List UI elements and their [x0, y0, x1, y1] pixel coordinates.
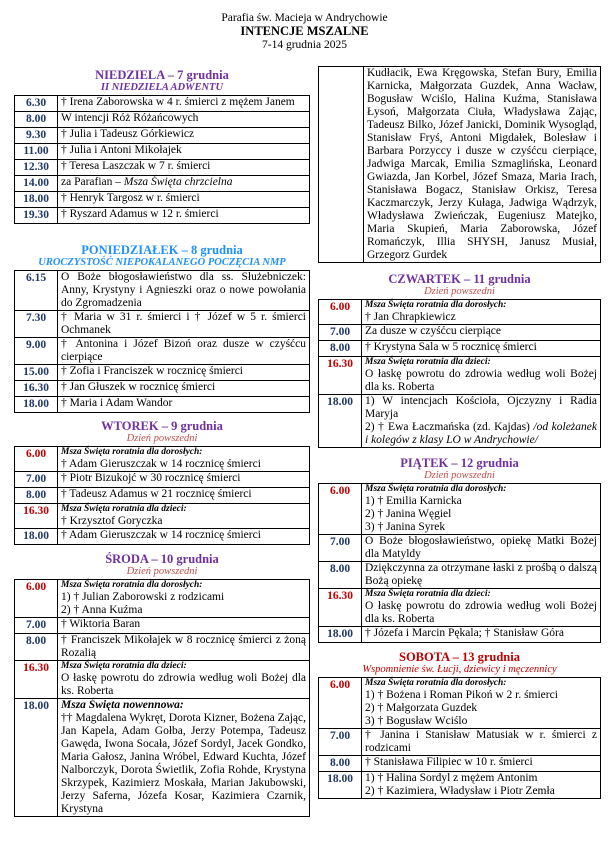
mass-intention: † Janina i Stanisław Matusiak w r. śmierci z rodzicami	[362, 729, 601, 756]
mass-intention: W intencji Róż Różańcowych	[58, 112, 310, 128]
table-row	[15, 580, 310, 618]
intention-text: 3) † Bogusław Wciślo	[365, 715, 468, 727]
mass-time: 7.00	[319, 729, 362, 756]
right-column	[318, 66, 601, 799]
mass-intention	[58, 661, 310, 699]
intention-text: za Parafian –	[61, 176, 124, 188]
date-range: 7-14 grudnia 2025	[262, 39, 347, 51]
mass-time: 8.00	[15, 634, 58, 661]
table-row	[319, 341, 601, 357]
table-row	[319, 325, 601, 341]
table-row	[15, 504, 310, 529]
mass-intention: † Stanisława Filipiec w 10 r. śmierci	[362, 756, 601, 772]
mass-intention	[58, 176, 310, 192]
table-row	[15, 397, 310, 413]
mass-type-label: Msza Święta roratnia dla dorosłych:	[61, 580, 203, 590]
table-row	[319, 357, 601, 395]
intention-text: 3) † Janina Syrek	[365, 521, 446, 533]
table-row	[319, 484, 601, 535]
mass-time: 11.00	[15, 144, 58, 160]
mass-type-label: Msza Święta roratnia dla dzieci:	[365, 357, 491, 367]
table-row	[15, 271, 310, 311]
mass-intention: † Julia i Antoni Mikołajek	[58, 144, 310, 160]
intention-text: 2) † Ewa Łaczmańska (zd. Kajdas)	[365, 421, 534, 433]
day-subtitle-poniedzialek: UROCZYSTOŚĆ NIEPOKALANEGO POCZĘCIA NMP	[38, 257, 286, 268]
mass-intention: † Teresa Laszczak w 7 r. śmierci	[58, 160, 310, 176]
day-title-niedziela: NIEDZIELA – 7 grudnia	[95, 68, 229, 82]
mass-intention	[58, 504, 310, 529]
mass-intention	[362, 300, 601, 325]
mass-intention: † Henryk Targosz w r. śmierci	[58, 192, 310, 208]
schedule-table-poniedzialek	[14, 270, 310, 413]
mass-intention: O Boże błogosławieństwo dla ss. Służebniczek: Anny, Krystyny i Agnieszki oraz o nowe powołania do Zgromadzenia	[58, 271, 310, 311]
day-title-czwartek: CZWARTEK – 11 grudnia	[388, 272, 531, 286]
intention-note: /od koleżanek i kolegów z klasy LO w Andrychowie/	[365, 421, 597, 446]
mass-time: 9.30	[15, 128, 58, 144]
mass-time: 6.00	[319, 300, 362, 325]
mass-intention	[362, 484, 601, 535]
mass-time: 8.00	[319, 756, 362, 772]
intention-text: 2) † Małgorzata Guzdek	[365, 702, 478, 714]
mass-time: 7.00	[15, 618, 58, 634]
left-column	[14, 68, 310, 817]
day-subtitle-wtorek: Dzień powszedni	[126, 433, 198, 444]
intention-text: † Adam Gieruszczak w 14 rocznicę śmierci	[61, 458, 261, 470]
mass-intention	[362, 395, 601, 448]
table-row	[15, 112, 310, 128]
table-row	[15, 338, 310, 365]
table-row	[15, 96, 310, 112]
mass-time	[319, 67, 364, 263]
table-row	[319, 756, 601, 772]
mass-intention: † Julia i Tadeusz Górkiewicz	[58, 128, 310, 144]
table-row	[15, 128, 310, 144]
mass-type-label: Msza Święta roratnia dla dorosłych:	[365, 484, 507, 494]
mass-type-label: Msza Święta roratnia dla dorosłych:	[61, 447, 203, 457]
intention-note: Msza Święta chrzcielna	[123, 176, 233, 188]
table-row	[319, 395, 601, 448]
table-row	[15, 176, 310, 192]
intention-text: 2) † Janina Węgiel	[365, 508, 452, 520]
table-row	[15, 144, 310, 160]
intention-text: 1) † Bożena i Roman Pikoń w 2 r. śmierci	[365, 689, 558, 701]
intention-text: 2) † Anna Kuźma	[61, 604, 143, 616]
mass-time: 6.00	[15, 447, 58, 472]
mass-intention	[362, 772, 601, 799]
mass-time: 8.00	[15, 112, 58, 128]
table-row	[15, 365, 310, 381]
intention-text: 2) † Kazimiera, Władysław i Piotr Zemła	[365, 785, 555, 797]
mass-intention: † Franciszek Mikołajek w 8 rocznicę śmierci z żoną Rozalią	[58, 634, 310, 661]
mass-time: 19.30	[15, 208, 58, 224]
day-subtitle-piatek: Dzień powszedni	[424, 470, 495, 481]
table-row	[15, 618, 310, 634]
mass-time: 6.15	[15, 271, 58, 311]
mass-intention	[58, 699, 310, 817]
table-row	[15, 488, 310, 504]
table-row	[15, 160, 310, 176]
table-row	[15, 699, 310, 817]
mass-time: 16.30	[319, 357, 362, 395]
mass-time: 16.30	[15, 504, 58, 529]
mass-time: 6.00	[319, 678, 362, 729]
mass-time: 15.00	[15, 365, 58, 381]
mass-time: 8.00	[15, 488, 58, 504]
mass-intention	[362, 678, 601, 729]
schedule-table-wtorek	[14, 446, 310, 545]
mass-time: 18.00	[319, 627, 362, 643]
nowenna-continuation-table	[318, 66, 601, 263]
table-row	[15, 447, 310, 472]
mass-type-label: Msza Święta nowennowa:	[61, 699, 184, 711]
intention-text: O łaskę powrotu do zdrowia według woli Bożej dla ks. Roberta	[365, 368, 597, 393]
table-row	[319, 535, 601, 562]
mass-time: 6.00	[15, 580, 58, 618]
schedule-table-sroda	[14, 579, 310, 817]
table-row	[319, 772, 601, 799]
mass-type-label: Msza Święta roratnia dla dzieci:	[61, 661, 187, 671]
mass-time: 6.30	[15, 96, 58, 112]
mass-time: 7.00	[15, 472, 58, 488]
mass-time: 8.00	[319, 562, 362, 589]
table-row	[319, 300, 601, 325]
table-row	[15, 529, 310, 545]
mass-time: 16.30	[15, 661, 58, 699]
mass-time: 14.00	[15, 176, 58, 192]
day-subtitle-sroda: Dzień powszedni	[126, 566, 198, 577]
table-row	[15, 634, 310, 661]
mass-time: 18.00	[15, 397, 58, 413]
mass-intention: Dziękczynna za otrzymane łaski z prośbą o dalszą Bożą opiekę	[362, 562, 601, 589]
day-title-sobota: SOBOTA – 13 grudnia	[399, 650, 520, 664]
mass-time: 9.00	[15, 338, 58, 365]
mass-intention: † Ryszard Adamus w 12 r. śmierci	[58, 208, 310, 224]
day-subtitle-niedziela: II NIEDZIELA ADWENTU	[100, 82, 224, 93]
table-row	[319, 627, 601, 643]
mass-time: 18.00	[319, 772, 362, 799]
mass-time: 18.00	[319, 395, 362, 448]
mass-intention: Kudłacik, Ewa Kręgowska, Stefan Bury, Emilia Karnicka, Małgorzata Guzdek, Anna Wacław, Bogusław Wciślo, Halina Kuźma, Stanisława Łysoń, Małgorzata Ciuła, Władysława Zając, Tadeusz Bilko, Józef Janicki, Dominik Wysogląd, Stanisław Fryś, Antoni Migdałek, Bolesław i Barbara Porzyccy i dusze w czyśćcu cierpiące, Jadwiga Marcak, Emilia Szmaglińska, Leonard Gwiazda, Jan Korbel, Józef Smaza, Maria Irach, Stanisława Bogacz, Stanisław Orkisz, Teresa Kaczmarczyk, Jerzy Kułaga, Jadwiga Wądrzyk, Władysława Zwieńczak, Eugeniusz Matejko, Maria Skupień, Maria Zaborowska, Józef Romańczyk, Illia SHYSH, Janusz Musiał, Grzegorz Gurdek	[364, 67, 601, 263]
mass-time: 16.30	[319, 589, 362, 627]
intention-text: † Jan Chrapkiewicz	[365, 311, 456, 323]
mass-time: 16.30	[15, 381, 58, 397]
intention-text: †† Magdalena Wykręt, Dorota Kizner, Bożena Zając, Jan Kapela, Adam Gołba, Jerzy Potempa, Tadeusz Gawęda, Iwona Socała, Józef Sordyl, Jacek Gondko, Maria Gałosz, Janina Wróbel, Edward Kuchta, Józef Nalborczyk, Dorota Świetlik, Zofia Rohde, Krystyna Skrzypek, Kazimierz Moskała, Marian Jakubowski, Jerzy Saferna, Józefa Kosar, Kazimiera Czarnik, Krystyna	[61, 712, 306, 815]
mass-intention: † Adam Gieruszczak w 14 rocznicę śmierci	[58, 529, 310, 545]
mass-intention	[362, 589, 601, 627]
mass-time: 18.00	[15, 192, 58, 208]
mass-intention: † Wiktoria Baran	[58, 618, 310, 634]
table-row	[15, 192, 310, 208]
mass-intention	[58, 580, 310, 618]
intention-text: O łaskę powrotu do zdrowia według woli Bożej dla ks. Roberta	[61, 672, 306, 697]
intention-text: 1) † Julian Zaborowski z rodzicami	[61, 591, 225, 603]
schedule-table-piatek	[318, 483, 601, 643]
table-row	[15, 472, 310, 488]
day-subtitle-sobota: Wspomnienie św. Łucji, dziewicy i męczennicy	[362, 664, 557, 675]
intention-text: 1) W intencjach Kościoła, Ojczyzny i Radia Maryja	[365, 395, 597, 420]
document-title: INTENCJE MSZALNE	[240, 24, 369, 38]
day-title-poniedzialek: PONIEDZIAŁEK – 8 grudnia	[81, 243, 243, 257]
schedule-table-sobota	[318, 677, 601, 799]
table-row	[319, 589, 601, 627]
table-row	[15, 661, 310, 699]
table-row	[15, 381, 310, 397]
table-row	[15, 208, 310, 224]
mass-time: 12.30	[15, 160, 58, 176]
mass-intention: † Piotr Bizukojć w 30 rocznicę śmierci	[58, 472, 310, 488]
intention-text: O łaskę powrotu do zdrowia według woli Bożej dla ks. Roberta	[365, 600, 597, 625]
mass-intention: † Jan Głuszek w rocznicę śmierci	[58, 381, 310, 397]
table-row	[319, 562, 601, 589]
mass-time: 6.00	[319, 484, 362, 535]
mass-intention: † Antonina i Józef Bizoń oraz dusze w czyśćcu cierpiące	[58, 338, 310, 365]
table-row	[15, 311, 310, 338]
mass-intention: † Józefa i Marcin Pękala; † Stanisław Góra	[362, 627, 601, 643]
day-title-wtorek: WTOREK – 9 grudnia	[101, 419, 223, 433]
schedule-table-czwartek	[318, 299, 601, 448]
mass-intention: † Maria i Adam Wandor	[58, 397, 310, 413]
mass-intention	[362, 357, 601, 395]
intention-text: 1) † Halina Sordyl z mężem Antonim	[365, 772, 538, 784]
day-subtitle-czwartek: Dzień powszedni	[424, 286, 495, 297]
table-row	[319, 678, 601, 729]
table-row	[319, 67, 601, 263]
mass-intention: † Maria w 31 r. śmierci i † Józef w 5 r. śmierci Ochmanek	[58, 311, 310, 338]
mass-type-label: Msza Święta roratnia dla dorosłych:	[365, 678, 507, 688]
day-title-sroda: ŚRODA – 10 grudnia	[105, 552, 219, 566]
mass-intention: † Zofia i Franciszek w rocznicę śmierci	[58, 365, 310, 381]
mass-time: 7.30	[15, 311, 58, 338]
intention-text: 1) † Emilia Karnicka	[365, 495, 462, 507]
mass-type-label: Msza Święta roratnia dla dzieci:	[61, 504, 187, 514]
mass-time: 18.00	[15, 529, 58, 545]
schedule-table-niedziela	[14, 95, 310, 224]
mass-type-label: Msza Święta roratnia dla dzieci:	[365, 589, 491, 599]
mass-time: 7.00	[319, 325, 362, 341]
mass-type-label: Msza Święta roratnia dla dorosłych:	[365, 300, 507, 310]
mass-time: 7.00	[319, 535, 362, 562]
intention-text: † Krzysztof Goryczka	[61, 515, 163, 527]
mass-intention	[58, 447, 310, 472]
table-row	[319, 729, 601, 756]
mass-time: 18.00	[15, 699, 58, 817]
mass-intention: † Irena Zaborowska w 4 r. śmierci z mężem Janem	[58, 96, 310, 112]
mass-intention: † Krystyna Sala w 5 rocznicę śmierci	[362, 341, 601, 357]
document-header	[0, 12, 609, 52]
mass-time: 8.00	[319, 341, 362, 357]
parish-name: Parafia św. Macieja w Andrychowie	[221, 12, 388, 24]
mass-intention: † Tadeusz Adamus w 21 rocznicę śmierci	[58, 488, 310, 504]
day-title-piatek: PIĄTEK – 12 grudnia	[400, 456, 519, 470]
mass-intention: O Boże błogosławieństwo, opiekę Matki Bożej dla Matyldy	[362, 535, 601, 562]
mass-intention: Za dusze w czyśćcu cierpiące	[362, 325, 601, 341]
